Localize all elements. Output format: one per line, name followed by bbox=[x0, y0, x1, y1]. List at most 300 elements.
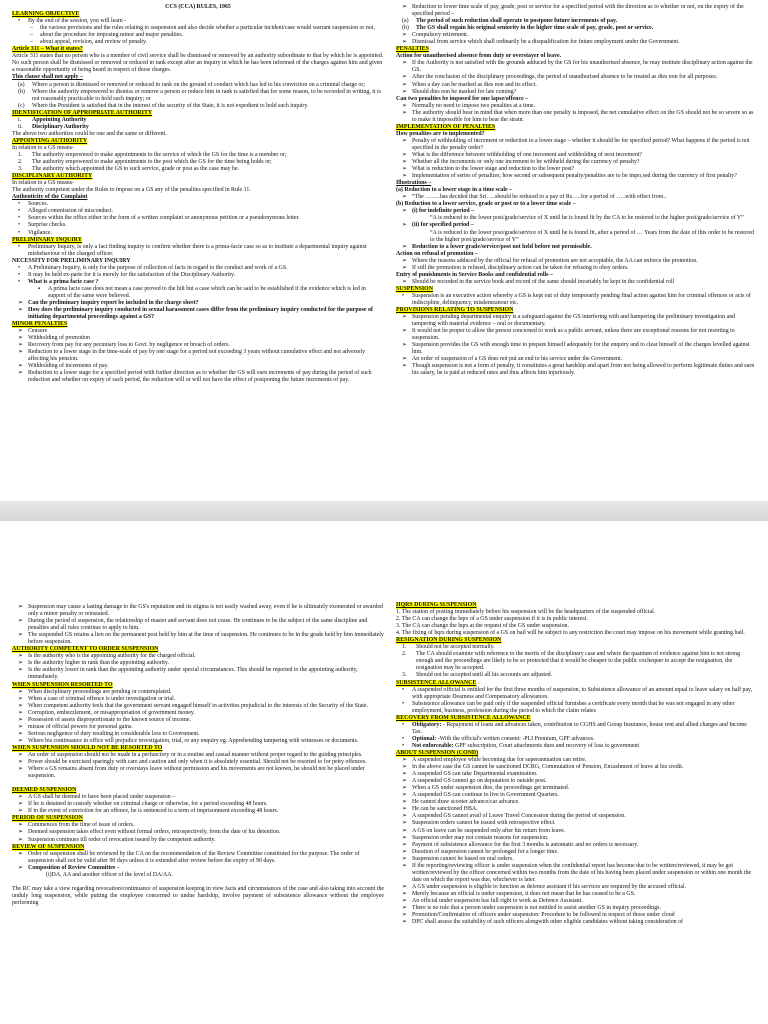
paragraph: 2. The CA can change the hqrs of a GS under suspension if it is in public interest. bbox=[396, 616, 588, 623]
list-marker: ➢ bbox=[18, 709, 23, 716]
list-item-text: Serious negligence of duty resulting in considerable loss to Government. bbox=[28, 730, 200, 737]
list-marker: ➢ bbox=[402, 257, 407, 264]
list-item bbox=[396, 74, 758, 81]
list-item-text: Should not be accepted normally. bbox=[416, 644, 495, 651]
list-item-text: Suspension orders cannot be issued with retrospective effect. bbox=[412, 820, 556, 827]
list-marker: ➢ bbox=[18, 723, 23, 730]
list-item-text: about appeal, revision, and review of penalty. bbox=[40, 39, 148, 46]
list-marker: • bbox=[402, 686, 405, 693]
list-item bbox=[12, 222, 384, 229]
list-marker: ➢ bbox=[402, 792, 407, 799]
list-marker: ➢ bbox=[402, 912, 407, 919]
section-heading: RESIGNATION DURING SUSPENSION bbox=[396, 637, 502, 644]
list-item bbox=[12, 667, 384, 681]
section-heading-row bbox=[396, 46, 758, 53]
list-marker: ➢ bbox=[402, 806, 407, 813]
list-item-rest: -With the official's written consent: -PLI Premium, GPF advances. bbox=[436, 735, 595, 742]
list-item bbox=[396, 764, 758, 771]
list-item bbox=[12, 632, 384, 646]
list-item-text: Vigilance. bbox=[28, 229, 53, 236]
list-marker: ➢ bbox=[402, 194, 407, 201]
list-item-text: Reduction to a lower grade/service/post not held before not permissible. bbox=[412, 243, 592, 250]
list-marker: ➢ bbox=[402, 363, 407, 370]
section-heading: HQRS DURING SUSPENSION bbox=[396, 602, 477, 608]
list-item-text: Suspension cannot be based on oral orders. bbox=[412, 855, 514, 862]
list-marker: ➢ bbox=[18, 335, 23, 342]
list-marker: ➢ bbox=[402, 356, 407, 363]
list-item-text: Suspension order may not contain reasons for suspension. bbox=[412, 834, 549, 841]
list-marker: ➢ bbox=[402, 771, 407, 778]
list-marker: – bbox=[30, 39, 33, 46]
list-marker: ➢ bbox=[402, 841, 407, 848]
list-marker: ➢ bbox=[18, 794, 23, 801]
list-item-text: Order of suspension shall be reviewed by the CA on the recommendation of the Review Committee constituted for the purpose. The order of suspension shall not be valid after 90 days unless it is extended after review before the expiry of 90 days. bbox=[28, 850, 360, 864]
paragraph: The authority competent under the Rules to impose on a GS any of the penalties specified in Rule 11. bbox=[12, 187, 251, 194]
list-marker: ➢ bbox=[18, 688, 23, 695]
list-marker: ➢ bbox=[402, 905, 407, 912]
list-item bbox=[396, 173, 758, 180]
list-item-text: Suspension continues till order of revocation issued by the competent authority. bbox=[28, 836, 216, 843]
list-marker: ➢ bbox=[18, 702, 23, 709]
list-marker: • bbox=[18, 222, 21, 229]
list-item bbox=[396, 159, 758, 166]
list-item-text: A suspended official is entitled for the first three months of suspension, to Subsistence allowance of an amount equal to leave salary on half pay, with appropriate Dearness and Compensatory allowances. bbox=[412, 686, 753, 700]
list-marker: 2. bbox=[18, 159, 23, 166]
list-marker: ➢ bbox=[18, 328, 23, 335]
list-item-text: It would not be proper to allow the person concerned to work as a public servant, unless there are exceptional reasons for not resorting to suspension. bbox=[412, 328, 735, 342]
paragraph: 3. The CA can change the hqrs at the request of the GS under suspension. bbox=[396, 623, 569, 630]
list-item-text: The authority should bear in mind that when more than one penalty is imposed, the net cumulative effect on the GS should not be so severe so as to make it impossible for him to bear the strain. bbox=[412, 109, 754, 123]
list-item-text: (ii) for specified period – bbox=[412, 222, 474, 229]
list-item-text: Possession of assets disproportionate to the known source of income. bbox=[28, 716, 191, 723]
section-heading-row bbox=[396, 124, 758, 131]
list-marker: ➢ bbox=[18, 604, 23, 610]
list-item bbox=[396, 743, 758, 750]
list-item-text: He can be sanctioned HBA. bbox=[412, 806, 478, 813]
list-item-text: Reduction to lower time scale of pay, grade, post or service for a specified period with the direction as to whether or not, on the expiry of the specified period – bbox=[412, 4, 744, 18]
list-marker: (c) bbox=[18, 102, 25, 109]
section-heading: LEARNING OBJECTIVE bbox=[12, 11, 80, 18]
list-item-text: Whether all the increments or only one increment to be withheld during the currency of penalty? bbox=[412, 159, 640, 166]
list-marker: ➢ bbox=[18, 307, 23, 314]
list-item-text: When a day can be marked as dies non and its effect. bbox=[412, 81, 537, 88]
list-marker: ➢ bbox=[402, 919, 407, 926]
list-marker: ➢ bbox=[402, 890, 407, 897]
list-item bbox=[12, 752, 384, 759]
list-item bbox=[12, 604, 384, 618]
list-item-text: If the Authority is not satisfied with the grounds adduced by the GS for his unauthorised absence, he may institute disciplinary action against the GS. bbox=[412, 60, 753, 74]
list-item bbox=[396, 265, 758, 272]
list-marker: ➢ bbox=[18, 716, 23, 723]
list-item bbox=[12, 103, 384, 110]
list-item bbox=[396, 672, 758, 679]
list-item bbox=[12, 738, 384, 745]
list-item bbox=[396, 701, 758, 715]
list-marker: ➢ bbox=[402, 862, 407, 869]
list-marker: ➢ bbox=[402, 39, 407, 46]
list-item bbox=[12, 166, 384, 173]
list-item bbox=[12, 152, 384, 159]
list-marker: ➢ bbox=[402, 834, 407, 841]
section-heading-row bbox=[12, 682, 384, 689]
list-marker: ➢ bbox=[402, 757, 407, 764]
paragraph: The RC may take a view regarding revocation/continuance of suspension keeping in view facts and circumstances of the case and also taking into account the unduly long suspension, while putting the employee concerned to undue hardship, involve payment of subsistence allowance without the employee performing bbox=[12, 885, 384, 906]
list-marker: ➢ bbox=[18, 822, 23, 829]
list-marker: • bbox=[18, 18, 21, 25]
list-item bbox=[12, 82, 384, 89]
list-marker: i. bbox=[18, 116, 22, 123]
list-item-text: In the above case the GS cannot be sanctioned DCRG, Commutation of Pension, Encashment of leave at his credit. bbox=[412, 764, 684, 771]
list-marker: ➢ bbox=[18, 836, 23, 843]
list-item-text: Suspension pending departmental enquiry is a safeguard against the GS interfering with and hampering the preliminary investigation and tampering with material evidence – oral or documentary. bbox=[412, 314, 736, 328]
section-heading: PENALTIES bbox=[396, 46, 429, 53]
list-item bbox=[396, 110, 758, 124]
list-item bbox=[12, 39, 384, 46]
list-item bbox=[12, 370, 384, 384]
list-marker: – bbox=[30, 25, 33, 32]
list-item bbox=[396, 342, 758, 356]
list-marker: ➢ bbox=[18, 349, 23, 356]
list-item-lead: Not enforceable: bbox=[412, 742, 454, 749]
list-item bbox=[12, 349, 384, 363]
bold-subheading: Can two penalties be imposed for one lapse/offence – bbox=[396, 95, 529, 102]
bold-subheading: (b) Reduction to a lower service, grade or post or to a lower time scale – bbox=[396, 201, 576, 208]
list-marker: ➢ bbox=[402, 799, 407, 806]
list-marker: 2. bbox=[402, 651, 407, 658]
list-item-text: A suspended GS cannot go on deputation to outside post. bbox=[412, 778, 547, 785]
list-item-text: DPC shall assess the suitability of such officers alongwith other eligible candidates without taking consideration of bbox=[412, 919, 683, 926]
list-item bbox=[396, 820, 758, 827]
list-item-text: During the period of suspension, the relationship of master and servant does not cease. He continues to be the subject of the same discipline and penalties and all rules continue to apply to him. bbox=[28, 618, 368, 632]
list-item bbox=[396, 25, 758, 32]
list-marker: • bbox=[18, 208, 21, 215]
list-item-text: Compulsory retirement. bbox=[412, 32, 469, 39]
section-heading: Article 311 – What it states? bbox=[12, 46, 83, 53]
list-item-text: Is the authority higher in rank than the appointing authority. bbox=[28, 660, 169, 667]
section-heading-row bbox=[396, 286, 758, 293]
list-marker: ➢ bbox=[402, 74, 407, 81]
list-marker: ➢ bbox=[18, 695, 23, 702]
bold-subheading: Entry of punishments in Service Books and confidential rolls – bbox=[396, 271, 553, 278]
list-item bbox=[12, 724, 384, 731]
list-item bbox=[396, 18, 758, 25]
list-item-text: A GS on leave can be suspended only after his return from leave. bbox=[412, 827, 566, 834]
list-item bbox=[396, 785, 758, 792]
list-item bbox=[396, 103, 758, 110]
list-item-text: By the end of the session, you will learn - bbox=[28, 18, 127, 25]
list-marker: ➢ bbox=[18, 850, 23, 857]
paragraph: No such person shall be dismissed or removed or reduced in rank except after an inquiry in which he has been informed of the charges against him and given a reasonable opportunity of being heard in respect of those charges. bbox=[12, 60, 383, 74]
list-item-text: A GS shall be deemed to have been placed under suspension – bbox=[28, 794, 176, 801]
list-item-text: Censure bbox=[28, 328, 48, 335]
list-item bbox=[12, 717, 384, 724]
list-item bbox=[396, 905, 758, 912]
section-heading-row bbox=[12, 237, 384, 244]
list-item-text: When a case of criminal offence is under investigation or trial. bbox=[28, 695, 176, 702]
section-heading-row bbox=[396, 637, 758, 644]
section-heading: IDENTIFICATION OF APPROPRIATE AUTHORITY bbox=[12, 109, 153, 116]
list-item bbox=[396, 891, 758, 898]
list-item bbox=[12, 124, 384, 131]
list-item-text: Withholding of promotion bbox=[28, 335, 90, 342]
list-item bbox=[12, 703, 384, 710]
section-heading-row bbox=[12, 787, 384, 794]
list-item bbox=[12, 808, 384, 815]
list-item-text: Where a GS remains absent from duty or overstays leave without permission and his movements are not known, he should not be placed under suspension. bbox=[28, 766, 365, 780]
list-item-text: Is the authority lower in rank than the appointing authority under special circumstances. This should be reported to the appointing authority, immediately. bbox=[28, 667, 358, 681]
section-heading-row bbox=[12, 138, 384, 145]
list-marker: ii. bbox=[18, 123, 23, 130]
list-marker: ➢ bbox=[402, 81, 407, 88]
list-item-text: Where the President is satisfied that in the interest of the security of the State, it is not expedient to hold such inquiry. bbox=[32, 102, 309, 109]
list-marker: ➢ bbox=[18, 864, 23, 871]
list-item-text bbox=[412, 736, 758, 743]
list-item bbox=[396, 293, 758, 307]
list-item bbox=[12, 653, 384, 660]
list-item-text: Suspension provides the GS with enough time to prepare himself adequately for the enquiry and to clear himself of the charges levelled against him. bbox=[412, 342, 750, 356]
list-item bbox=[396, 687, 758, 701]
list-item bbox=[396, 651, 758, 672]
list-item bbox=[12, 272, 384, 279]
list-item-text: Though suspension is not a form of penalty, it constitutes a great hardship and apart from not being allowed to perform legitimate duties and earn his salary, he is paid at reduced rates and thus affects him injuriously. bbox=[412, 363, 755, 377]
list-item bbox=[12, 117, 384, 124]
page-2-right-column bbox=[396, 602, 758, 926]
list-marker: ➢ bbox=[402, 827, 407, 834]
list-item bbox=[12, 159, 384, 166]
list-item bbox=[396, 222, 758, 229]
section-heading-row bbox=[12, 173, 384, 180]
list-item-text: Preliminary Inquiry, is only a fact finding inquiry to confirm whether there is a prima-facie case so as to institute a departmental inquiry against misbehaviour of the charged officer. bbox=[28, 243, 367, 257]
list-marker: ➢ bbox=[402, 764, 407, 771]
list-item-text: An official under suspension has full right to work as Defence Assistant. bbox=[412, 897, 583, 904]
list-marker: ➢ bbox=[402, 328, 407, 335]
list-item bbox=[396, 799, 758, 806]
list-item bbox=[396, 279, 758, 286]
list-marker: ➢ bbox=[402, 820, 407, 827]
list-item bbox=[396, 792, 758, 799]
list-item-text: Sources. bbox=[28, 201, 49, 208]
page-separator bbox=[0, 501, 768, 521]
list-item-text: Corruption, embezzlement, or misappropriation of government money. bbox=[28, 709, 195, 716]
list-item bbox=[12, 300, 384, 307]
section-heading: ABOUT SUSPENSION (COND) bbox=[396, 749, 479, 756]
list-item bbox=[396, 82, 758, 89]
list-item-text: Appointing Authority bbox=[32, 116, 87, 123]
list-item-text: A suspended GS can take Departmental examination. bbox=[412, 771, 538, 778]
list-item bbox=[12, 618, 384, 632]
list-marker: ➢ bbox=[18, 653, 23, 660]
section-heading-row bbox=[12, 745, 384, 752]
list-item-text: The authority empowered to make appointments to the post which the GS for the time being holds or; bbox=[32, 159, 272, 166]
list-item-text: When disciplinary proceedings are pending or contemplated. bbox=[28, 688, 172, 695]
list-item-text: If he is detained in custody whether on criminal charge or otherwise, for a period exceeding 48 hours. bbox=[28, 801, 268, 808]
list-item-text: Power should be exercised sparingly with care and caution and only when it is absolutely essential. Should not be resorted to for petty offences. bbox=[28, 759, 367, 766]
list-marker: ➢ bbox=[402, 855, 407, 862]
list-item-text: A prima facie case does not mean a case proved to the hilt but a case which can be said to be established if the evidence which is led in support of the same were believed. bbox=[48, 285, 366, 299]
section-heading: PRELIMINARY INQUIRY bbox=[12, 236, 82, 243]
list-item-text: Should dies non be marked for late coming? bbox=[412, 88, 517, 95]
list-item-text: After the conclusion of the disciplinary proceedings, the period of unauthorised absence to be treated as dies non for all purposes. bbox=[412, 74, 718, 81]
list-item bbox=[396, 152, 758, 159]
list-item bbox=[396, 4, 758, 18]
page-1-left-column bbox=[12, 4, 384, 385]
list-item bbox=[396, 884, 758, 891]
list-marker: • bbox=[18, 229, 21, 236]
list-item bbox=[396, 60, 758, 74]
list-item bbox=[396, 314, 758, 328]
paragraph: In relation to a GS means- bbox=[12, 144, 74, 151]
list-marker: ➢ bbox=[402, 159, 407, 166]
list-marker: ➢ bbox=[18, 299, 23, 306]
list-item-text bbox=[412, 743, 758, 750]
list-item bbox=[396, 898, 758, 905]
section-heading: APPOINTING AUTHORITY bbox=[12, 137, 88, 144]
list-item bbox=[12, 18, 384, 25]
list-item-text: A suspended GS can continue to live in Government Quarters. bbox=[412, 792, 559, 799]
list-item bbox=[396, 244, 758, 251]
list-marker: ➢ bbox=[402, 813, 407, 820]
list-item-text: Subsistence allowance can be paid only if the suspended official furnishes a certificate every month that he was not engaged in any other employment, business, profession during the period to which the claim relates bbox=[412, 700, 735, 714]
list-item bbox=[396, 722, 758, 736]
underlined-subheading: Authenticity of the Complaint bbox=[12, 194, 88, 201]
list-item-text: When competent authority feels that the government servant engaged himself in activities prejudicial to the interests of the Security of the State. bbox=[28, 702, 368, 709]
list-item-text: Surprise checks. bbox=[28, 222, 67, 229]
bold-subheading: How penalties are to implemented? bbox=[396, 130, 485, 137]
list-item-text: Reduction to a lower stage for a specified period with further direction as to whether the GS will earn increments of pay during the period of such reduction and whether on expiry of such period, the reduction will or will not have the effect of postponing the future increments of pay. bbox=[28, 370, 372, 384]
list-item bbox=[12, 89, 384, 103]
list-marker: 3. bbox=[18, 166, 23, 173]
list-item-text: The CA should examine with reference to the merits of the disciplinary case and where the quantum of evidence against him is not strong enough and the proceedings are likely to be so protected that it would be cheaper to the public exchequer to accept the resignation, the resignation may be accepted. bbox=[416, 651, 741, 672]
list-item bbox=[396, 856, 758, 863]
list-marker: (b) bbox=[18, 88, 25, 95]
underlined-subheading: Illustrations – bbox=[396, 180, 432, 187]
list-item-text: Can the preliminary inquiry report be included in the charge sheet? bbox=[28, 299, 199, 306]
list-item-text: There is no rule that a person under suspension is not entitled to assist another GS in inquiry proceedings. bbox=[412, 905, 661, 912]
list-item-text: Suspension may cause a lasting damage to the GS's reputation and its stigma is not easily washed away, even if he is ultimately exonerated or awarded only a minor penalty or reinstated. bbox=[28, 604, 384, 618]
list-marker: ➢ bbox=[18, 342, 23, 349]
list-item-text: The GS shall regain his original seniority in the higher time scale of pay, grade, post or service. bbox=[416, 25, 654, 32]
list-item-text: When a GS under suspension dies, the proceedings get terminated. bbox=[412, 785, 570, 792]
list-item-text: He cannot draw scooter advance/car advance. bbox=[412, 799, 520, 806]
list-item bbox=[396, 835, 758, 842]
section-heading-row bbox=[396, 602, 758, 609]
list-item-text bbox=[412, 722, 758, 736]
paragraph: “A is reduced to the lower post/grade/service of X until he is found fit, after a period of … Years from the date of this order to be restored to the higher post/grade/service of Y” bbox=[430, 229, 754, 243]
list-item bbox=[12, 696, 384, 703]
list-marker: ➢ bbox=[402, 88, 407, 95]
list-marker: ➢ bbox=[402, 243, 407, 250]
list-item-text: A suspended GS cannot avail of Leave Travel Concession during the period of suspension. bbox=[412, 813, 626, 820]
list-marker: • bbox=[18, 278, 21, 285]
list-item-text: Should not be accepted until all his accounts are adjusted. bbox=[416, 672, 553, 679]
paragraph: In relation to a GS means- bbox=[12, 180, 74, 187]
list-item bbox=[12, 286, 384, 300]
section-heading-row bbox=[396, 307, 758, 314]
list-marker: ➢ bbox=[402, 4, 407, 10]
list-marker: 1. bbox=[18, 151, 23, 158]
list-item-text: What is reduction to the lower stage and reduction to the lower post? bbox=[412, 166, 575, 173]
list-item-text: Suspension is an executive action whereby a GS is kept out of duty temporarily pending final action against him for criminal offences or acts of indiscipline, delinquency, misdemeanour etc. bbox=[412, 292, 751, 306]
list-marker: ➢ bbox=[18, 730, 23, 737]
list-marker: • bbox=[18, 264, 21, 271]
section-heading: SUBSISTENCE ALLOWANCE bbox=[396, 679, 477, 686]
document-title: CCS (CCA) RULES, 1965 bbox=[165, 4, 231, 10]
list-item bbox=[12, 766, 384, 780]
list-item bbox=[396, 842, 758, 849]
paragraph: 1. The station of posting immediately before his suspension will be the headquarters of the suspended official. bbox=[396, 609, 656, 616]
list-marker: ➢ bbox=[402, 137, 407, 144]
list-marker: ➢ bbox=[402, 278, 407, 285]
list-marker: (a) bbox=[18, 81, 25, 88]
list-item-text: about the procedure for imposing minor and major penalties. bbox=[40, 32, 184, 39]
list-marker: ➢ bbox=[18, 660, 23, 667]
list-item-text: The authority which appointed the GS to such service, grade or post as the case may be. bbox=[32, 166, 240, 173]
section-heading: IMPLEMENTATION OF PENALTIES bbox=[396, 123, 496, 130]
section-heading: DISCIPLINARY AUTHORITY bbox=[12, 173, 93, 180]
section-heading: RECOVERY FROM SUBSISTENCE ALLOWANCE bbox=[396, 714, 531, 721]
list-item-text: A Preliminary Inquiry, is only for the purpose of collection of facts in regard to the conduct and work of a GS. bbox=[28, 264, 288, 271]
bold-subheading: Action on refusal of promotion – bbox=[396, 250, 478, 257]
list-marker: ➢ bbox=[18, 751, 23, 758]
section-heading: SUSPENSION bbox=[396, 285, 433, 292]
list-item-text: Composition of Review Committee - bbox=[28, 864, 119, 871]
list-marker: • bbox=[402, 292, 405, 299]
section-heading: MINOR PENALTIES bbox=[12, 321, 68, 328]
paragraph: (i)DA, AA and another officer of the level of DA/AA. bbox=[46, 871, 173, 878]
section-heading-row bbox=[396, 715, 758, 722]
list-item bbox=[12, 710, 384, 717]
list-item-text: “The ……..has decided that Sri…..should be reduced to a pay of Rs…..for a period of …..with effect from.. bbox=[412, 194, 667, 201]
section-heading: PERIOD OF SUSPENSION bbox=[12, 815, 83, 822]
bold-subheading: Action for unauthorised absence from duty or overstayer of leave. bbox=[396, 53, 562, 60]
list-item-text: Where his continuance in office will prejudice investigation, trial, or any enquiry eg. Apprehending tampering with witnesses or documents. bbox=[28, 737, 359, 744]
list-item-text: Deemed suspension takes effect even without formal orders, retrospectively, from the date of his detention. bbox=[28, 829, 281, 836]
section-heading-row bbox=[396, 680, 758, 687]
list-marker: ➢ bbox=[18, 829, 23, 836]
list-item bbox=[396, 828, 758, 835]
list-marker: ➢ bbox=[18, 766, 23, 773]
list-item-text: An order of suspension of a GS does not put an end to his service under the Government. bbox=[412, 356, 623, 363]
list-marker: ➢ bbox=[402, 109, 407, 116]
section-heading: WHEN SUSPENSION SHOULD NOT BE RESORTED TO bbox=[12, 744, 163, 751]
section-heading: WHEN SUSPENSION RESORTED TO bbox=[12, 681, 113, 688]
list-item-text: A suspended employee while becoming due for superannuation can retire. bbox=[412, 757, 587, 764]
list-marker: ➢ bbox=[402, 314, 407, 321]
list-item-text: If the reporting/reviewing officer is under suspension when the confidential report has become due to be written/reviewed, it may be got written/reviewed by the officer concerned within two months from the date of his having been placed under suspension or within one month the date on which the report was due, whichever is later. bbox=[412, 862, 752, 883]
list-item bbox=[396, 849, 758, 856]
section-heading: PROVISIONS RELATING TO SUSPENSION bbox=[396, 307, 514, 314]
list-marker: • bbox=[402, 721, 405, 728]
list-marker: ➢ bbox=[18, 363, 23, 370]
list-item bbox=[12, 307, 384, 321]
section-heading: AUTHORITY COMPETENT TO ORDER SUSPENSION bbox=[12, 646, 159, 653]
list-item-text: Where a person is dismissed or removed or reduced in rank on the ground of conduct which has led to his conviction on a criminal charge or; bbox=[32, 81, 365, 88]
list-marker: ➢ bbox=[402, 342, 407, 349]
list-item-text: The suspended GS retains a lien on the permanent post held by him at the time of suspension. He continues to be in the grade held by him immediately before suspension. bbox=[28, 632, 384, 646]
list-item bbox=[12, 279, 384, 286]
underlined-subheading: This clause shall not apply – bbox=[12, 74, 83, 81]
list-item-text: Where the reasons adduced by the official for refusal of promotion are not acceptable, the AA can enforce the promotion. bbox=[412, 257, 698, 264]
list-marker: 3. bbox=[402, 672, 407, 679]
section-heading-row bbox=[12, 321, 384, 328]
list-item-text: Reduction to a lower stage in the time-scale of pay by one stage for a period not exceeding 3 years without cumulative effect and not adversely affecting his pension. bbox=[28, 349, 366, 363]
list-item bbox=[396, 778, 758, 785]
list-item-text: Payment of subsistence allowance for the first 3 months is automatic and no orders is necessary. bbox=[412, 841, 639, 848]
section-heading: DEEMED SUSPENSION bbox=[12, 787, 77, 794]
list-marker: ➢ bbox=[402, 897, 407, 904]
blank-line bbox=[12, 780, 384, 787]
list-item-text: What is the difference between withholding of one increment and withholding of next increment? bbox=[412, 151, 643, 158]
